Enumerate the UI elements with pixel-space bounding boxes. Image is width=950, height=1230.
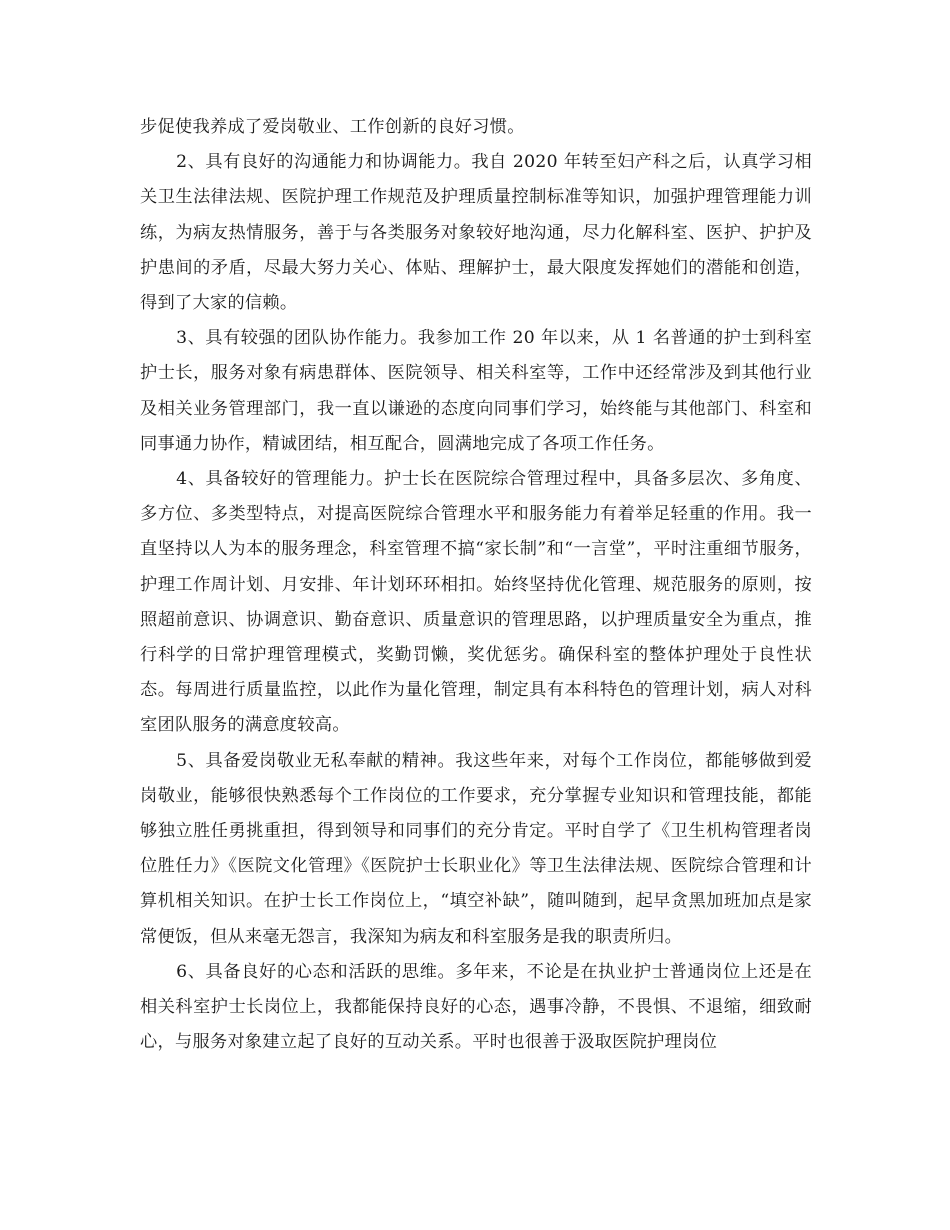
paragraph-continuation: 步促使我养成了爱岗敬业、工作创新的良好习惯。 [140, 117, 525, 137]
paragraph-mindset: 6、具备良好的心态和活跃的思维。多年来，不论是在执业护士普通岗位上还是在相关科室护士长岗位上，我都能保持良好的心态，遇事冷静，不畏惧、不退缩，细致耐心，与服务对象建立起了良好的互动关系。平时也很善于汲取医院护理岗位 [140, 961, 812, 1053]
paragraph-teamwork: 3、具有较强的团队协作能力。我参加工作 20 年以来，从 1 名普通的护士到科室护士长，服务对象有病患群体、医院领导、相关科室等，工作中还经常涉及到其他行业及相关业务管理部门，我一直以谦逊的态度向同事们学习，始终能与其他部门、科室和同事通力协作，精诚团结，相互配合，圆满地完成了各项工作任务。 [140, 328, 812, 454]
document-body [140, 110, 812, 1060]
paragraph-communication: 2、具有良好的沟通能力和协调能力。我自 2020 年转至妇产科之后，认真学习相关卫生法律法规、医院护理工作规范及护理质量控制标准等知识，加强护理管理能力训练，为病友热情服务，善于与各类服务对象较好地沟通，尽力化解科室、医护、护护及护患间的矛盾，尽最大努力关心、体贴、理解护士，最大限度发挥她们的潜能和创造，得到了大家的信赖。 [140, 152, 812, 314]
paragraph-dedication: 5、具备爱岗敬业无私奉献的精神。我这些年来，对每个工作岗位，都能够做到爱岗敬业，能够很快熟悉每个工作岗位的工作要求，充分掌握专业知识和管理技能，都能够独立胜任勇挑重担，得到领导和同事们的充分肯定。平时自学了《卫生机构管理者岗位胜任力》《医院文化管理》《医院护士长职业化》等卫生法律法规、医院综合管理和计算机相关知识。在护士长工作岗位上，“填空补缺”，随叫随到，起早贪黑加班加点是家常便饭，但从来毫无怨言，我深知为病友和科室服务是我的职责所归。 [140, 750, 812, 947]
paragraph-management: 4、具备较好的管理能力。护士长在医院综合管理过程中，具备多层次、多角度、多方位、多类型特点，对提高医院综合管理水平和服务能力有着举足轻重的作用。我一直坚持以人为本的服务理念，科室管理不搞“家长制”和“一言堂”，平时注重细节服务，护理工作周计划、月安排、年计划环环相扣。始终坚持优化管理、规范服务的原则，按照超前意识、协调意识、勤奋意识、质量意识的管理思路，以护理质量安全为重点，推行科学的日常护理管理模式，奖勤罚懒，奖优惩劣。确保科室的整体护理处于良性状态。每周进行质量监控，以此作为量化管理，制定具有本科特色的管理计划，病人对科室团队服务的满意度较高。 [140, 469, 812, 736]
